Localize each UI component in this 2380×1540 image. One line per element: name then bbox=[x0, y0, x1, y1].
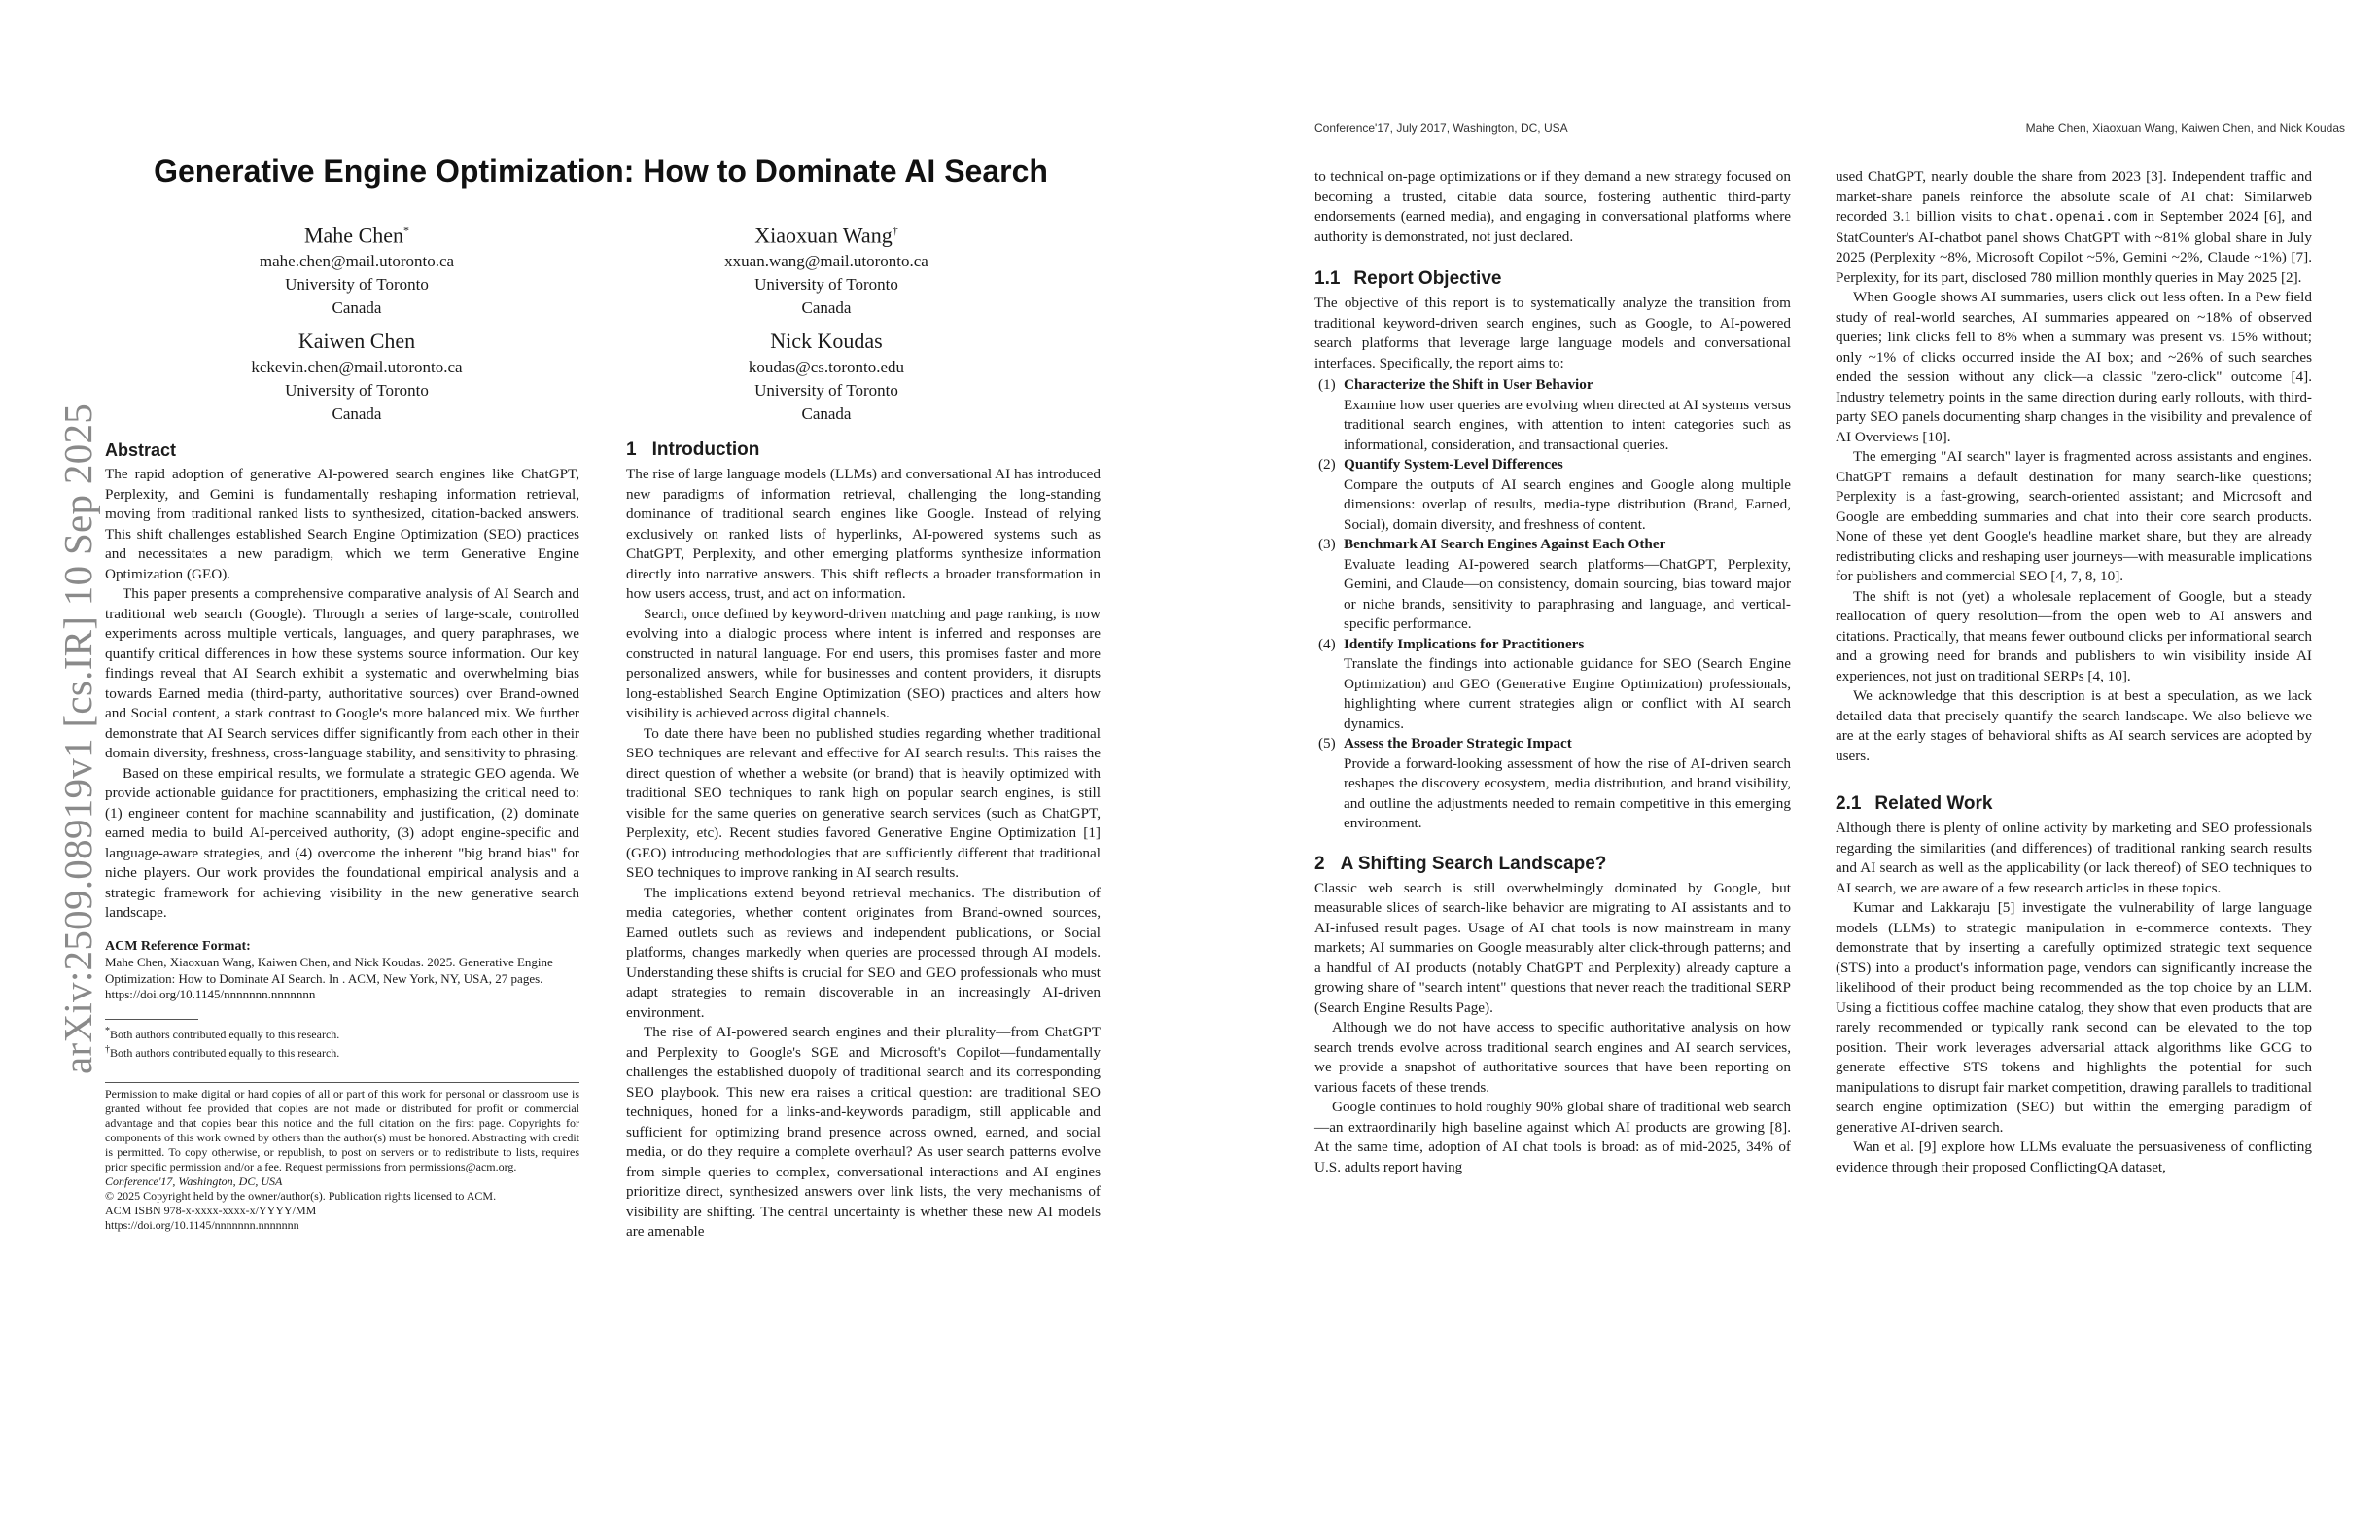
list-marker: (2) bbox=[1318, 456, 1336, 472]
intro-paragraph: Search, once defined by keyword-driven matching and page ranking, is now evolving into a dialogic process where intent is inferred and responses are constructed in natural language. For end users, this promises faster and more personalized answers, while for businesses and content providers, it disrupts long-established Search Engine Optimization (SEO) practices and alters how visibility is achieved across digital channels. bbox=[626, 605, 1101, 721]
body-paragraph: Although there is plenty of online activity by marketing and SEO professionals regarding the similarities (and differences) of traditional ranking search results and AI search as well as the applicability (or lack thereof) of SEO techniques to AI search, we are aware of a few research articles in these topics. bbox=[1836, 820, 2312, 896]
body-paragraph: The objective of this report is to systematically analyze the transition from traditional keyword-driven search engines, such as Google, to AI-powered search platforms that leverage large language models and conversational interfaces. Specifically, the report aims to: bbox=[1314, 295, 1791, 371]
author-name: Mahe Chen bbox=[303, 223, 404, 248]
intro-paragraph: The rise of AI-powered search engines and their plurality—from ChatGPT and Perplexity to Google's SGE and Microsoft's Copilot—fundamentally challenges the established duopoly of traditional search and its corresponding SEO playbook. This new era raises a critical question: are traditional SEO techniques, honed for a links-and-keywords paradigm, still applicable and sufficient for optimizing brand presence across owned, earned, and social media, or do they require a complete overhaul? As user search patterns evolve from simple queries to complex, conversational interactions and AI engines prioritize direct, synthesized answers over link lists, the very mechanisms of visibility are shifting. The central uncertainty is whether these new AI models are amenable bbox=[626, 1024, 1101, 1240]
abstract-paragraph: This paper presents a comprehensive comparative analysis of AI Search and traditional web search (Google). Through a series of large-scale, controlled experiments across multiple verticals, languages, and query paraphrases, we quantify critical differences in how these systems source information. Our key findings reveal that AI Search exhibit a systematic and overwhelming bias towards Earned media (third-party, authoritative sources) over Brand-owned and Social content, a stark contrast to Google's more balanced mix. We further demonstrate that AI Search services differ significantly from each other in their domain diversity, freshness, cross-language stability, and sensitivity to phrasing. bbox=[105, 585, 579, 761]
permission-text: Permission to make digital or hard copies of all or part of this work for personal or classroom use is granted without fee provided that copies are not made or distributed for profit or commercial advantage and that copies bear this notice and the full citation on the first page. Copyrights for components of this work owned by others than the author(s) must be honored. Abstracting with credit is permitted. To copy otherwise, or republish, to post on servers or to redistribute to lists, requires prior specific permission and/or a fee. Request permissions from permissions@acm.org. bbox=[105, 1086, 579, 1173]
author-affiliation: University of Toronto bbox=[754, 275, 898, 295]
arxiv-watermark: arXiv:2509.08919v1 [cs.IR] 10 Sep 2025 bbox=[55, 402, 100, 1074]
list-item-title: Identify Implications for Practitioners bbox=[1344, 635, 1585, 652]
author-name: Kaiwen Chen bbox=[298, 329, 416, 353]
author-email: xxuan.wang@mail.utoronto.ca bbox=[724, 252, 928, 271]
footnote bbox=[105, 1024, 579, 1042]
introduction-column bbox=[626, 438, 1101, 1242]
list-marker: (4) bbox=[1318, 635, 1336, 652]
intro-paragraph: The rise of large language models (LLMs) and conversational AI has introduced new paradigms of information retrieval, challenging the long-standing dominance of traditional search engines like Google. Instead of relying exclusively on ranked lists of hyperlinks, AI-powered systems such as ChatGPT, Perplexity, and other emerging platforms synthesize information directly into narrative answers. This shift reflects a broader transformation in how users access, trust, and act on information. bbox=[626, 466, 1101, 602]
objective-list bbox=[1314, 375, 1791, 834]
footnote-mark: * bbox=[105, 1025, 110, 1036]
body-paragraph: to technical on-page optimizations or if they demand a new strategy focused on becoming a trusted, citable data source, fostering authentic third-party endorsements (earned media), and engaging in conversational platforms where authority is demonstrated, not just declared. bbox=[1314, 168, 1791, 245]
author-name: Nick Koudas bbox=[770, 329, 883, 353]
subsection-number: 2.1 bbox=[1836, 793, 1862, 814]
text-run: in September 2024 [6], and StatCounter's AI-chatbot panel shows ChatGPT with ~81% global share in July 2025 (Perplexity ~8%, Microsoft Copilot ~5%, Gemini ~2%, Claude ~1%) [7]. Perplexity, for its part, disclosed 780 million monthly queries in May 2025 [2]. bbox=[1836, 208, 2312, 286]
abstract-heading: Abstract bbox=[105, 440, 177, 460]
author-country: Canada bbox=[801, 298, 852, 318]
author-4 bbox=[612, 327, 1040, 426]
abstract-column bbox=[105, 438, 579, 1233]
list-item-body: Compare the outputs of AI search engines and Google along multiple dimensions: overlap of results, media-type distribution (Brand, Earned, Social), domain diversity, and freshness of content. bbox=[1344, 475, 1791, 533]
subsection-title: Related Work bbox=[1874, 793, 1993, 814]
intro-paragraph: To date there have been no published studies regarding whether traditional SEO techniques are relevant and effective for AI search results. This raises the direct question of whether a website (or brand) that is heavily optimized with traditional SEO techniques to rank high on popular search engines, is still visible for the same queries on generative search services (such as ChatGPT, Perplexity, etc). Recent studies favored Generative Engine Optimization [1] (GEO) introducing methodologies that are sufficiently different that traditional SEO techniques to improve ranking in AI search results. bbox=[626, 724, 1101, 881]
acm-reference bbox=[105, 939, 579, 1003]
list-item-body: Examine how user queries are evolving when directed at AI systems versus traditional search engines, with attention to intent categories such as informational, consideration, and transactional queries. bbox=[1344, 396, 1791, 453]
section-number: 2 bbox=[1314, 853, 1325, 874]
author-email: mahe.chen@mail.utoronto.ca bbox=[259, 252, 455, 271]
list-item bbox=[1314, 635, 1791, 735]
paper-title: Generative Engine Optimization: How to Dominate AI Search bbox=[154, 154, 1048, 189]
list-item-title: Quantify System-Level Differences bbox=[1344, 456, 1563, 472]
list-item-body: Translate the findings into actionable guidance for SEO (Search Engine Optimization) and GEO (Generative Engine Optimization) professionals, highlighting where current strategies align or conflict with AI search dynamics. bbox=[1344, 655, 1791, 732]
footnotes bbox=[105, 1024, 579, 1061]
list-item bbox=[1314, 375, 1791, 455]
body-paragraph: We acknowledge that this description is at best a speculation, as we lack detailed data that precisely quantify the search landscape. We also believe we are at the early stages of behavioral shifts as AI search services are adopted by users. bbox=[1836, 687, 2312, 764]
section-title: A Shifting Search Landscape? bbox=[1340, 853, 1607, 874]
author-country: Canada bbox=[801, 404, 852, 423]
footnote-mark: † bbox=[105, 1043, 110, 1055]
body-paragraph: Wan et al. [9] explore how LLMs evaluate the persuasiveness of conflicting evidence through their proposed ConflictingQA dataset, bbox=[1836, 1138, 2312, 1175]
author-email: koudas@cs.toronto.edu bbox=[748, 358, 905, 376]
subsection-heading-related-work bbox=[1836, 791, 2312, 817]
footnote-rule bbox=[105, 1019, 198, 1020]
running-head-left: Conference'17, July 2017, Washington, DC, USA bbox=[1314, 122, 1568, 135]
permission-rule bbox=[105, 1082, 579, 1083]
body-paragraph: Classic web search is still overwhelmingly dominated by Google, but measurable slices of search-like behavior are migrating to AI assistants and to AI-infused result pages. Usage of AI chat tools is now mainstream in many markets; AI summaries on Google measurably alter click-through patterns; and a handful of AI products (notably ChatGPT and Perplexity) already capture a growing share of "search intent" questions that never reach the traditional SERP (Search Engine Results Page). bbox=[1314, 879, 1791, 1016]
footnote-text: Both authors contributed equally to this research. bbox=[110, 1027, 340, 1041]
author-name: Xiaoxuan Wang bbox=[754, 223, 892, 248]
abstract-paragraph: The rapid adoption of generative AI-powered search engines like ChatGPT, Perplexity, and Gemini is fundamentally reshaping information retrieval, moving from traditional ranked lists to synthesized, citation-backed answers. This shift challenges established Search Engine Optimization (SEO) practices and necessitates a new paradigm, which we term Generative Engine Optimization (GEO). bbox=[105, 466, 579, 582]
section-number: 1 bbox=[626, 439, 637, 460]
body-paragraph: The shift is not (yet) a wholesale replacement of Google, but a steady reallocation of query resolution—from the open web to AI answers and citations. Practically, that means fewer outbound clicks per informational search and a growing need for brands and publishers to win visibility inside AI experiences, not just on traditional SERPs [4, 10]. bbox=[1836, 587, 2312, 684]
footnote bbox=[105, 1042, 579, 1061]
author-country: Canada bbox=[332, 404, 382, 423]
list-marker: (1) bbox=[1318, 376, 1336, 393]
running-head-right: Mahe Chen, Xiaoxuan Wang, Kaiwen Chen, and Nick Koudas bbox=[2025, 122, 2345, 135]
abstract-paragraph: Based on these empirical results, we formulate a strategic GEO agenda. We provide actionable guidance for practitioners, emphasizing the critical need to: (1) engineer content for machine scannability and justification, (2) dominate earned media to build AI-perceived authority, (3) adopt engine-specific and language-aware strategies, and (4) overcome the inherent "big brand bias" for niche players. Our work provides the foundational empirical analysis and a strategic framework for achieving visibility in the new generative search landscape. bbox=[105, 764, 579, 921]
text-run: used ChatGPT, nearly double the share from 2023 [3]. Independent traffic and market-share panels reinforce the absolute scale of AI chat: Similarweb recorded 3.1 billion visits to bbox=[1836, 168, 2312, 225]
body-paragraph: The emerging "AI search" layer is fragmented across assistants and engines. ChatGPT remains a default destination for many search-like questions; Perplexity is a fast-growing, search-oriented assistant; and Microsoft and Google are embedding summaries and chat into their core search products. None of these yet dent Google's headline market share, but they are already redistributing clicks and reshaping user journeys—with measurable implications for publishers and commercial SEO [4, 7, 8, 10]. bbox=[1836, 448, 2312, 584]
permission-copyright: © 2025 Copyright held by the owner/author(s). Publication rights licensed to ACM. bbox=[105, 1188, 497, 1203]
body-paragraph: Google continues to hold roughly 90% global share of traditional web search—an extraordinarily high baseline against which AI products are growing [8]. At the same time, adoption of AI chat tools is broad: as of mid-2025, 34% of U.S. adults report having bbox=[1314, 1099, 1791, 1175]
list-item-title: Assess the Broader Strategic Impact bbox=[1344, 735, 1572, 752]
author-affiliation: University of Toronto bbox=[754, 381, 898, 400]
body-paragraph bbox=[1836, 167, 2312, 288]
list-item bbox=[1314, 535, 1791, 635]
column-3 bbox=[1314, 167, 1791, 1177]
list-item-title: Benchmark AI Search Engines Against Each Other bbox=[1344, 536, 1666, 552]
section-title: Introduction bbox=[651, 439, 760, 460]
list-item-title: Characterize the Shift in User Behavior bbox=[1344, 376, 1593, 393]
introduction-heading bbox=[626, 438, 1101, 463]
paper-page-2 bbox=[1190, 0, 2380, 1540]
list-item-body: Provide a forward-looking assessment of how the rise of AI-driven search reshapes the discovery ecosystem, media distribution, and brand visibility, and outline the adjustments needed to remain competitive in this emerging environment. bbox=[1344, 754, 1791, 831]
author-mark: † bbox=[892, 224, 898, 237]
intro-paragraph: The implications extend beyond retrieval mechanics. The distribution of media categories, whether content originates from Brand-owned sources, Earned outlets such as reviews and independent publications, or Social platforms, changes markedly when queries are processed through AI models. Understanding these shifts is crucial for SEO and GEO professionals who must adapt strategies to remain discoverable in an increasingly AI-driven environment. bbox=[626, 884, 1101, 1021]
subsection-number: 1.1 bbox=[1314, 268, 1341, 289]
list-item-body: Evaluate leading AI-powered search platforms—ChatGPT, Perplexity, Gemini, and Claude—on consistency, domain sourcing, bias toward major or niche brands, sensitivity to paraphrasing and language, and vertical-specific performance. bbox=[1344, 555, 1791, 632]
section-heading-landscape bbox=[1314, 852, 1791, 877]
author-mark: * bbox=[403, 224, 410, 237]
permission-doi: https://doi.org/10.1145/nnnnnnn.nnnnnnn bbox=[105, 1217, 299, 1232]
column-4 bbox=[1836, 167, 2312, 1177]
list-marker: (5) bbox=[1318, 735, 1336, 752]
author-country: Canada bbox=[332, 298, 382, 318]
acm-reference-text: Mahe Chen, Xiaoxuan Wang, Kaiwen Chen, and Nick Koudas. 2025. Generative Engine Optimization: How to Dominate AI Search. In . ACM, New York, NY, USA, 27 pages. https://doi.org/10.1145/nnnnnnn.nnnnnnn bbox=[105, 955, 553, 1001]
list-item bbox=[1314, 455, 1791, 535]
body-paragraph: When Google shows AI summaries, users click out less often. In a Pew field study of real-world searches, AI summaries appeared on ~18% of observed queries; link clicks fell to 8% when a summary was present vs. 15% without; only ~1% of clicks occurred inside the AI box; and ~26% of such searches ended the session without any click—a classic "zero-click" outcome [4]. Industry telemetry points in the same direction during early rollouts, with third-party SEO panels documenting sharp changes in the visibility and prevalence of AI Overviews [10]. bbox=[1836, 289, 2312, 445]
author-email: kckevin.chen@mail.utoronto.ca bbox=[251, 358, 463, 376]
acm-reference-heading: ACM Reference Format: bbox=[105, 938, 251, 954]
permission-isbn: ACM ISBN 978-x-xxxx-xxxx-x/YYYY/MM bbox=[105, 1203, 317, 1217]
body-paragraph: Kumar and Lakkaraju [5] investigate the vulnerability of large language models (LLMs) to strategic manipulation in e-commerce contexts. They demonstrate that by inserting a carefully optimized strategic text sequence (STS) into a product's information page, vendors can significantly increase the likelihood of their product being recommended as the top choice by an LLM. Using a fictitious coffee machine catalog, they show that even products that are rarely recommended or typically rank second can be elevated to the top position. Their work leverages adversarial attack algorithms like GCG to generate effective STS tokens and highlights the potential for such manipulations to disrupt fair market competition, drawing parallels to traditional search engine optimization (SEO) but within the emerging paradigm of generative AI-driven search. bbox=[1836, 899, 2312, 1136]
subsection-heading-objective bbox=[1314, 266, 1791, 292]
permission-block bbox=[105, 1087, 579, 1233]
permission-conference: Conference'17, Washington, DC, USA bbox=[105, 1173, 283, 1188]
body-paragraph: Although we do not have access to specific authoritative analysis on how search trends evolve across traditional search engines and AI search services, we provide a snapshot of authoritative sources that have been reporting on various facets of these trends. bbox=[1314, 1019, 1791, 1096]
author-2 bbox=[612, 216, 1040, 320]
subsection-title: Report Objective bbox=[1353, 268, 1502, 289]
footnote-text: Both authors contributed equally to this research. bbox=[110, 1045, 340, 1060]
author-3 bbox=[143, 327, 571, 426]
list-marker: (3) bbox=[1318, 536, 1336, 552]
author-1 bbox=[143, 216, 571, 320]
inline-code: chat.openai.com bbox=[2014, 210, 2138, 226]
list-item bbox=[1314, 734, 1791, 834]
author-affiliation: University of Toronto bbox=[285, 381, 429, 400]
author-affiliation: University of Toronto bbox=[285, 275, 429, 295]
